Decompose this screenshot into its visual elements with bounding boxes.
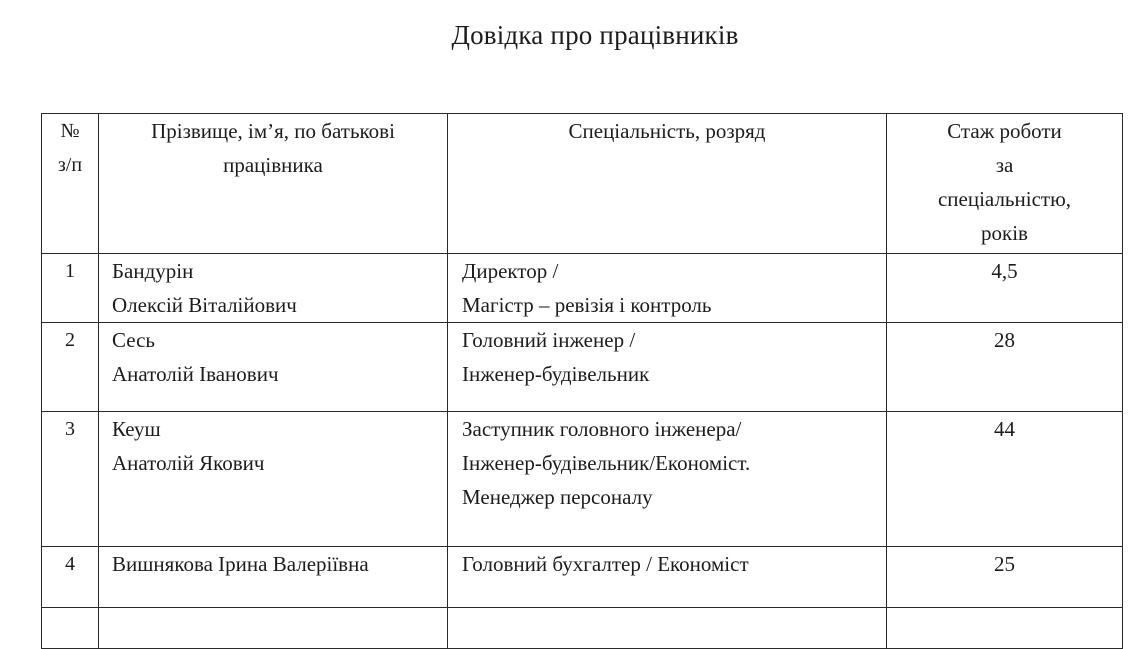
table-header-row bbox=[42, 114, 1123, 254]
row-number: 1 bbox=[42, 254, 99, 323]
header-number: № з/п bbox=[42, 114, 99, 254]
employee-experience: 25 bbox=[887, 547, 1123, 608]
employee-specialty: Головний бухгалтер / Економіст bbox=[448, 547, 887, 608]
document-title: Довідка про працівників bbox=[451, 20, 739, 50]
table-row bbox=[42, 412, 1123, 547]
employee-name: Вишнякова Ірина Валеріївна bbox=[99, 547, 448, 608]
employee-experience: 28 bbox=[887, 323, 1123, 412]
header-specialty: Спеціальність, розряд bbox=[448, 114, 887, 254]
employee-name: Сесь Анатолій Іванович bbox=[99, 323, 448, 412]
table-row bbox=[42, 547, 1123, 608]
header-experience: Стаж роботи за спеціальністю, років bbox=[887, 114, 1123, 254]
row-number: 3 bbox=[42, 412, 99, 547]
header-full-name: Прізвище, ім’я, по батькові працівника bbox=[99, 114, 448, 254]
row-number: 4 bbox=[42, 547, 99, 608]
employees-table bbox=[41, 113, 1123, 649]
row-number: 2 bbox=[42, 323, 99, 412]
employee-specialty: Головний інженер / Інженер-будівельник bbox=[448, 323, 887, 412]
employee-name: Бандурін Олексій Віталійович bbox=[99, 254, 448, 323]
employee-experience: 4,5 bbox=[887, 254, 1123, 323]
table-row bbox=[42, 323, 1123, 412]
employee-specialty: Заступник головного інженера/ Інженер-будівельник/Економіст. Менеджер персоналу bbox=[448, 412, 887, 547]
table-row bbox=[42, 254, 1123, 323]
employee-specialty: Директор / Магістр – ревізія і контроль bbox=[448, 254, 887, 323]
table-row-cut-off bbox=[42, 608, 1123, 649]
employee-name: Кеуш Анатолій Якович bbox=[99, 412, 448, 547]
employee-experience: 44 bbox=[887, 412, 1123, 547]
